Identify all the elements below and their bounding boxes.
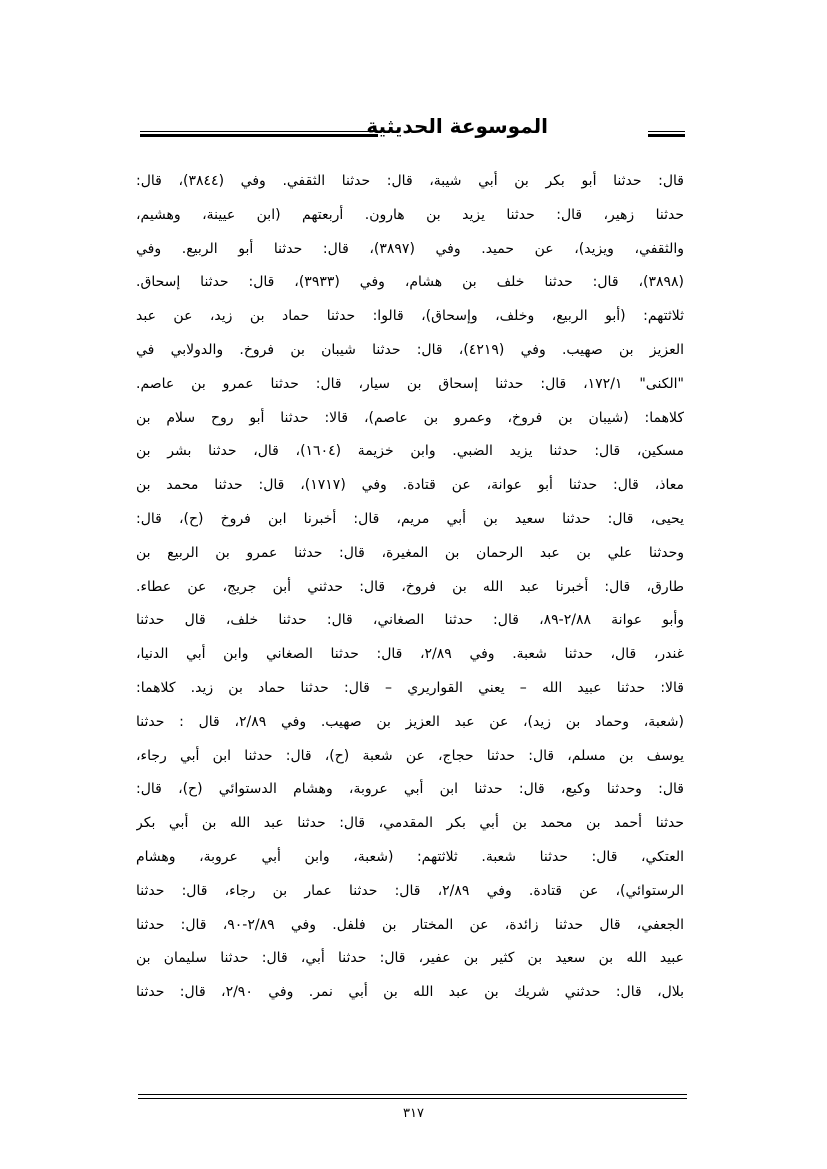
text-line: (شعبة، وحماد بن زيد)، عن عبد العزيز بن صهيب. وفي ٢/٨٩، قال : حدثنا: [136, 713, 684, 730]
header-rule-right: [648, 131, 685, 137]
text-line: "الكنى" ١٧٢/١، قال: حدثنا إسحاق بن سيار، قال: حدثنا عمرو بن عاصم.: [136, 375, 684, 392]
text-line: معاذ، قال: حدثنا أبو عوانة، عن قتادة. وفي (١٧١٧)، قال: حدثنا محمد بن: [136, 477, 684, 494]
text-line: (٣٨٩٨)، قال: حدثنا خلف بن هشام، وفي (٣٩٣٣)، قال: حدثنا إسحاق.: [136, 274, 684, 291]
text-line: قال: حدثنا أبو بكر بن أبي شيبة، قال: حدثنا الثقفي. وفي (٣٨٤٤)، قال:: [136, 173, 684, 189]
text-line: حدثنا زهير، قال: حدثنا يزيد بن هارون. أربعتهم (ابن عيينة، وهشيم،: [136, 206, 684, 223]
running-title: الموسوعة الحديثية: [366, 114, 548, 138]
text-line: الجعفي، قال حدثنا زائدة، عن المختار بن فلفل. وفي ٢/٨٩-٩٠، قال: حدثنا: [136, 916, 684, 933]
text-line: يحيى، قال: حدثنا سعيد بن أبي مريم، قال: أخبرنا ابن فروخ (ح)، قال:: [136, 510, 684, 527]
text-line: غندر، قال، حدثنا شعبة. وفي ٢/٨٩، قال: حدثنا الصغاني وابن أبي الدنيا،: [136, 646, 684, 663]
text-line: وحدثنا علي بن عبد الرحمان بن المغيرة، قال: حدثنا عمرو بن الربيع بن: [136, 544, 684, 561]
header-rule-left: [140, 131, 378, 137]
text-line: العتكي، قال: حدثنا شعبة. ثلاثتهم: (شعبة، وابن أبي عروبة، وهشام: [136, 848, 684, 865]
text-line: طارق، قال: أخبرنا عبد الله بن فروخ، قال: حدثني أبن جريج، عن عطاء.: [136, 578, 684, 595]
text-line: يوسف بن مسلم، قال: حدثنا حجاج، عن شعبة (ح)، قال: حدثنا ابن أبي رجاء،: [136, 747, 684, 764]
text-line: قالا: حدثنا عبيد الله – يعني القواريري – قال: حدثنا حماد بن زيد. كلاهما:: [136, 679, 684, 696]
text-line: مسكين، قال: حدثنا يزيد الضبي. وابن خزيمة (١٦٠٤)، قال، حدثنا بشر بن: [136, 443, 684, 460]
text-line: والثقفي، ويزيد)، عن حميد. وفي (٣٨٩٧)، قال: حدثنا أبو الربيع. وفي: [136, 240, 684, 257]
text-line: العزيز بن صهيب. وفي (٤٢١٩)، قال: حدثنا شيبان بن فروخ. والدولابي في: [136, 341, 684, 358]
text-line: وأبو عوانة ٢/٨٨-٨٩، قال: حدثنا الصغاني، قال: حدثنا خلف، قال حدثنا: [136, 612, 684, 629]
text-line: الرستوائي)، عن قتادة. وفي ٢/٨٩، قال: حدثنا عمار بن رجاء، قال: حدثنا: [136, 882, 684, 899]
text-line: ثلاثتهم: (أبو الربيع، وخلف، وإسحاق)، قالوا: حدثنا حماد بن زيد، عن عبد: [136, 308, 684, 325]
text-line: بلال، قال: حدثني شريك بن عبد الله بن أبي نمر. وفي ٢/٩٠، قال: حدثنا: [136, 984, 684, 1001]
body-text: [136, 165, 684, 1010]
text-line: حدثنا أحمد بن محمد بن أبي بكر المقدمي، قال: حدثنا عبد الله بن أبي بكر: [136, 815, 684, 832]
text-line: كلاهما: (شيبان بن فروخ، وعمرو بن عاصم)، قالا: حدثنا أبو روح سلام بن: [136, 409, 684, 426]
text-line: عبيد الله بن سعيد بن كثير بن عفير، قال: حدثنا أبي، قال: حدثنا سليمان بن: [136, 950, 684, 967]
footer-rule: [138, 1094, 687, 1099]
page-header: [140, 112, 685, 144]
text-line: قال: وحدثنا وكيع، قال: حدثنا ابن أبي عروبة، وهشام الدستوائي (ح)، قال:: [136, 781, 684, 798]
page-number: ٣١٧: [403, 1106, 424, 1121]
